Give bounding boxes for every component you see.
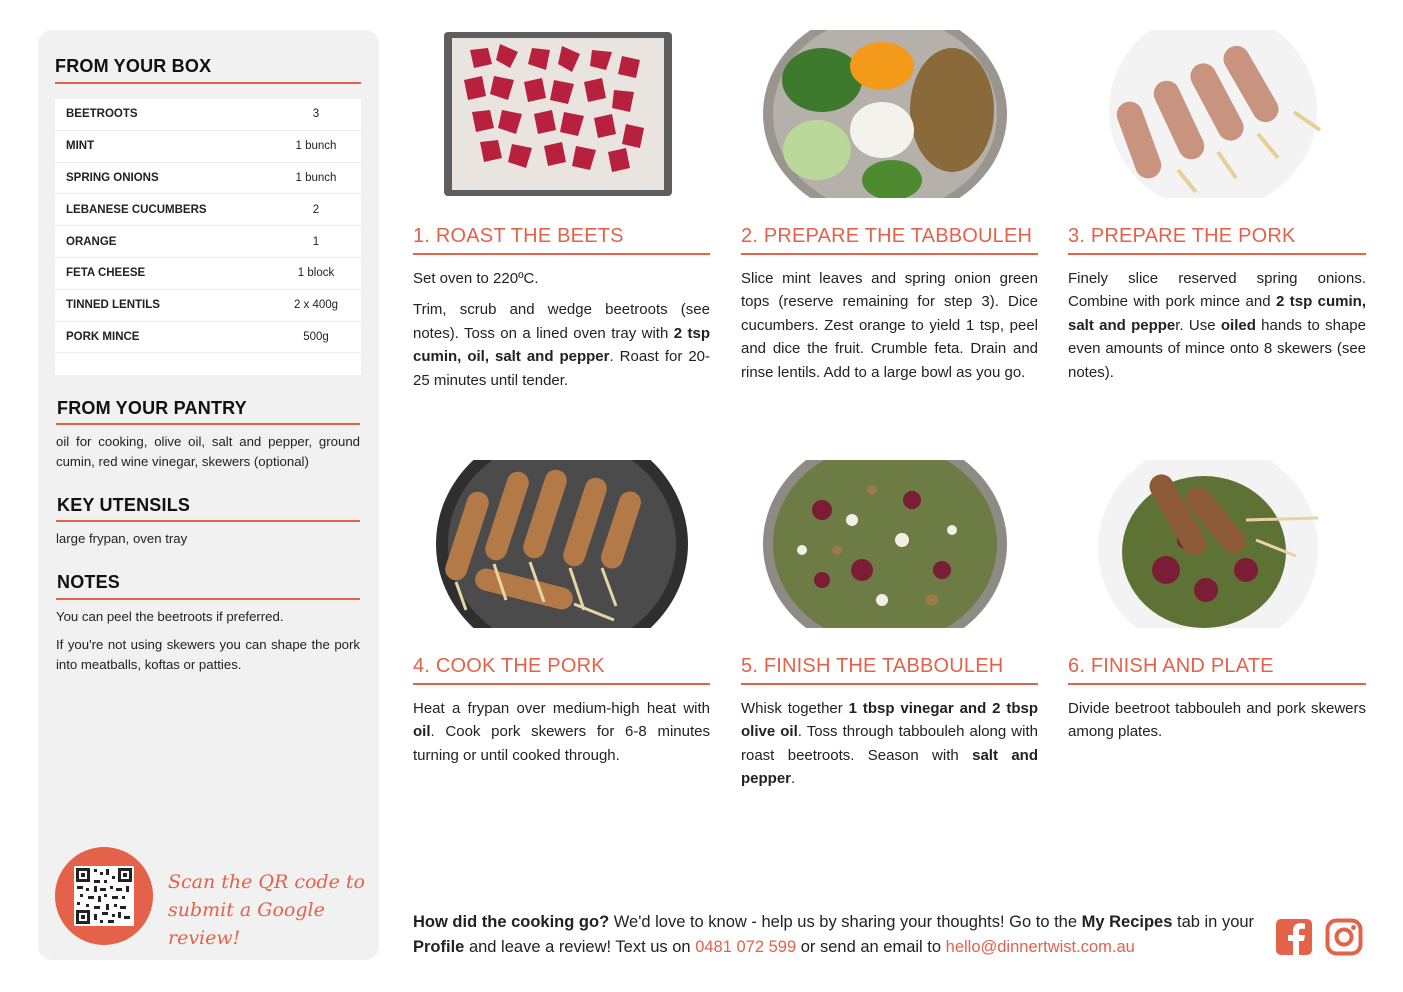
profile-link: Profile xyxy=(413,938,465,956)
step-3-photo xyxy=(1108,30,1330,198)
divider xyxy=(741,683,1038,685)
note-item: If you're not using skewers you can shape the pork into meatballs, koftas or patties. xyxy=(56,637,360,672)
step-5-title: 5. FINISH THE TABBOULEH xyxy=(741,655,1004,677)
step-2-body xyxy=(741,267,1038,392)
ingredient-qty: 500g xyxy=(303,330,329,343)
step-2-title: 2. PREPARE THE TABBOULEH xyxy=(741,225,1033,247)
ingredient-qty: 2 x 400g xyxy=(293,299,339,312)
divider xyxy=(1068,683,1366,685)
ingredient-name: FETA CHEESE xyxy=(66,267,146,280)
ingredient-qty: 3 xyxy=(312,108,320,121)
ingredient-name: ORANGE xyxy=(66,235,117,248)
key-utensils-title: KEY UTENSILS xyxy=(57,495,191,515)
divider xyxy=(56,423,360,425)
ingredient-name: LEBANESE CUCUMBERS xyxy=(66,203,207,216)
footer-question: How did the cooking go? xyxy=(413,913,610,931)
ingredient-name: MINT xyxy=(66,140,95,153)
facebook-icon[interactable] xyxy=(1275,918,1313,956)
step-4-photo xyxy=(434,460,700,628)
step-5-body xyxy=(741,697,1038,799)
step-2-photo xyxy=(762,30,1008,198)
step-text: Heat a frypan over medium-high heat with oil. Cook pork skewers for 6-8 minutes turning or until cooked through. xyxy=(413,700,710,764)
phone-link[interactable]: 0481 072 599 xyxy=(695,938,797,956)
step-text: Whisk together 1 tbsp vinegar and 2 tbsp olive oil. Toss through tabbouleh along with roast beetroots. Season with salt and pepper. xyxy=(741,700,1039,788)
divider xyxy=(413,253,710,255)
ingredient-qty: 1 block xyxy=(297,267,335,280)
step-3-body xyxy=(1068,267,1366,392)
divider xyxy=(741,253,1038,255)
divider xyxy=(56,520,360,522)
ingredient-qty: 1 bunch xyxy=(295,171,337,184)
ingredient-row xyxy=(55,131,361,163)
ingredient-row xyxy=(55,226,361,258)
notes-title: NOTES xyxy=(57,572,121,592)
qr-code[interactable] xyxy=(74,866,134,926)
divider xyxy=(413,683,710,685)
qr-caption xyxy=(168,868,368,952)
step-text: Divide beetroot tabbouleh and pork skewers among plates. xyxy=(1068,700,1366,741)
step-4-title: 4. COOK THE PORK xyxy=(413,655,605,677)
notes-text xyxy=(56,607,360,683)
note-item: You can peel the beetroots if preferred. xyxy=(56,609,284,624)
step-text: Set oven to 220ºC. xyxy=(413,270,539,287)
ingredient-qty: 1 xyxy=(312,235,320,248)
step-1-photo xyxy=(440,30,675,198)
step-6-title: 6. FINISH AND PLATE xyxy=(1068,655,1274,677)
divider xyxy=(1068,253,1366,255)
qr-badge xyxy=(55,847,153,945)
step-text: Finely slice reserved spring onions. Combine with pork mince and 2 tsp cumin, salt and pepper. Use oiled hands to shape even amounts of mince onto 8 skewers (see notes). xyxy=(1068,270,1366,381)
qr-caption-line: submit a Google review! xyxy=(168,899,325,949)
step-5-photo xyxy=(762,460,1008,628)
ingredient-name: PORK MINCE xyxy=(66,330,140,343)
pantry-text: oil for cooking, olive oil, salt and pepper, ground cumin, red wine vinegar, skewers (optional) xyxy=(56,434,360,469)
qr-caption-line: Scan the QR code to xyxy=(168,871,365,893)
ingredient-row xyxy=(55,163,361,195)
my-recipes-link: My Recipes xyxy=(1081,913,1173,931)
step-6-photo xyxy=(1096,460,1332,628)
ingredients-table xyxy=(55,99,361,375)
utensils-text: large frypan, oven tray xyxy=(56,531,188,546)
ingredient-row xyxy=(55,322,361,354)
ingredient-row xyxy=(55,99,361,131)
instagram-icon[interactable] xyxy=(1325,918,1363,956)
from-your-pantry-title: FROM YOUR PANTRY xyxy=(57,398,247,418)
ingredient-qty: 2 xyxy=(312,203,320,216)
email-link[interactable]: hello@dinnertwist.com.au xyxy=(945,938,1135,956)
divider xyxy=(55,82,361,84)
step-6-body xyxy=(1068,697,1366,752)
step-1-body xyxy=(413,267,710,400)
ingredient-row xyxy=(55,194,361,226)
ingredient-qty: 1 bunch xyxy=(295,140,337,153)
ingredient-name: BEETROOTS xyxy=(66,108,138,121)
ingredient-row xyxy=(55,290,361,322)
step-4-body xyxy=(413,697,710,775)
step-1-title: 1. ROAST THE BEETS xyxy=(413,225,624,247)
step-text: Trim, scrub and wedge beetroots (see notes). Toss on a lined oven tray with 2 tsp cumin, oil, salt and pepper. Roast for 20-25 minutes until tender. xyxy=(413,301,711,389)
step-3-title: 3. PREPARE THE PORK xyxy=(1068,225,1296,247)
ingredient-row xyxy=(55,258,361,290)
divider xyxy=(56,598,360,600)
footer-message: How did the cooking go? We'd love to know - help us by sharing your thoughts! Go to the My Recipes tab in your Profile and leave a review! Text us on 0481 072 599 or send an email to hello@dinnertwist.com.au xyxy=(413,913,1255,956)
ingredient-name: TINNED LENTILS xyxy=(66,299,160,312)
from-your-box-title: FROM YOUR BOX xyxy=(55,56,212,76)
ingredient-name: SPRING ONIONS xyxy=(66,171,159,184)
step-text: Slice mint leaves and spring onion green tops (reserve remaining for step 3). Dice cucumbers. Zest orange to yield 1 tsp, peel and dice the fruit. Crumble feta. Drain and rinse lentils. Add to a large bowl as you go. xyxy=(741,270,1038,381)
